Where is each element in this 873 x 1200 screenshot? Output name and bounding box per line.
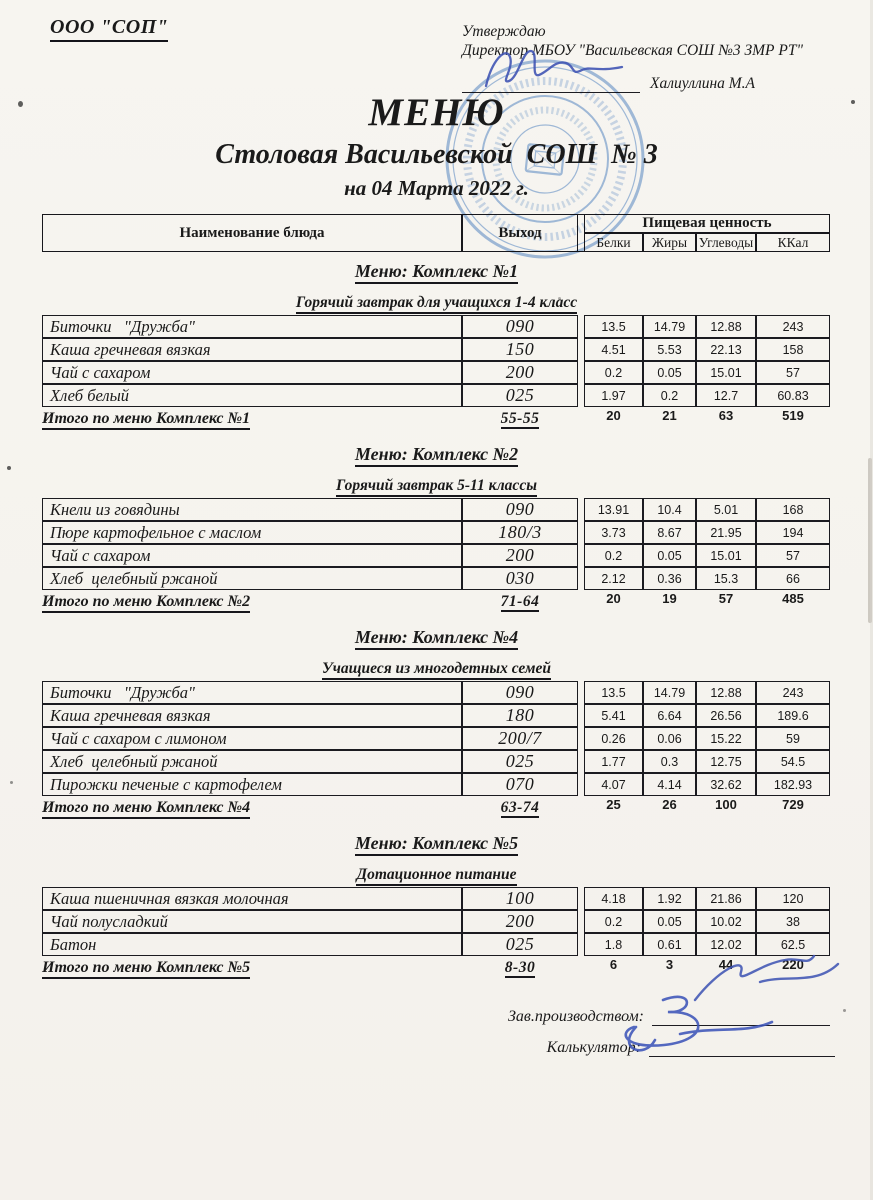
portion-output: 180/3 [462,521,578,544]
kcal-value: 57 [756,361,830,384]
protein-value: 1.77 [584,750,643,773]
total-label: Итого по меню Комплекс №5 [42,956,462,977]
dish-name: Батон [42,933,462,956]
menu-table-header [42,214,873,252]
total-carbs: 100 [715,797,737,812]
carbs-value: 32.62 [696,773,756,796]
total-label: Итого по меню Комплекс №4 [42,796,462,817]
carbs-value: 15.01 [696,361,756,384]
dish-name: Хлеб целебный ржаной [42,750,462,773]
carbs-value: 5.01 [696,498,756,521]
dish-name: Пирожки печеные с картофелем [42,773,462,796]
carbs-value: 10.02 [696,910,756,933]
protein-value: 1.97 [584,384,643,407]
carbs-value: 12.88 [696,315,756,338]
section-subtitle: Дотационное питание [0,866,873,883]
protein-value: 4.51 [584,338,643,361]
portion-output: 100 [462,887,578,910]
production-signature-line [652,1012,830,1026]
carbs-value: 22.13 [696,338,756,361]
menu-table [42,681,873,796]
menu-row [42,933,873,956]
menu-row [42,773,873,796]
col-header-dish: Наименование блюда [42,214,462,252]
production-manager-label: Зав.производством: [507,1008,644,1025]
dish-name: Биточки "Дружба" [42,681,462,704]
portion-output: 070 [462,773,578,796]
dish-name: Каша гречневая вязкая [42,338,462,361]
total-output: 71-64 [500,593,540,610]
dish-name: Хлеб белый [42,384,462,407]
dish-name: Чай с сахаром [42,361,462,384]
menu-row [42,315,873,338]
total-output: 8-30 [504,959,536,976]
total-fat: 3 [665,957,674,972]
kcal-value: 66 [756,567,830,590]
menu-row [42,498,873,521]
menu-row [42,887,873,910]
fat-value: 0.36 [643,567,696,590]
portion-output: 090 [462,315,578,338]
protein-value: 13.91 [584,498,643,521]
menu-table [42,498,873,590]
fat-value: 14.79 [643,315,696,338]
dish-name: Каша гречневая вязкая [42,704,462,727]
title-block [0,0,873,201]
menu-row [42,361,873,384]
document-title: МЕНЮ [368,91,505,134]
fat-value: 4.14 [643,773,696,796]
total-label: Итого по меню Комплекс №2 [42,590,462,611]
kcal-value: 168 [756,498,830,521]
total-protein: 20 [606,408,621,423]
fat-value: 0.06 [643,727,696,750]
dish-name: Чай с сахаром с лимоном [42,727,462,750]
total-kcal: 220 [782,957,804,972]
carbs-value: 15.3 [696,567,756,590]
portion-output: 200 [462,544,578,567]
portion-output: 200/7 [462,727,578,750]
dish-name: Чай с сахаром [42,544,462,567]
portion-output: 030 [462,567,578,590]
fat-value: 5.53 [643,338,696,361]
protein-value: 3.73 [584,521,643,544]
total-fat: 26 [662,797,677,812]
protein-value: 13.5 [584,315,643,338]
fat-value: 8.67 [643,521,696,544]
menu-row [42,338,873,361]
menu-row [42,681,873,704]
dish-name: Пюре картофельное с маслом [42,521,462,544]
carbs-value: 12.02 [696,933,756,956]
menu-total-row [42,590,873,614]
menu-section [0,444,873,614]
carbs-value: 15.01 [696,544,756,567]
menu-section [0,261,873,431]
approval-word: Утверждаю [462,23,546,40]
total-output: 55-55 [500,410,540,427]
protein-value: 2.12 [584,567,643,590]
approver-name: Халиуллина М.А [650,75,756,92]
protein-value: 0.2 [584,910,643,933]
kcal-value: 182.93 [756,773,830,796]
portion-output: 180 [462,704,578,727]
carbs-value: 12.7 [696,384,756,407]
section-title: Меню: Комплекс №4 [0,627,873,647]
col-header-nutrition: Пищевая ценность [584,214,830,233]
kcal-value: 189.6 [756,704,830,727]
kcal-value: 158 [756,338,830,361]
cafeteria-name: Столовая Васильевской СОШ № 3 [215,139,658,170]
carbs-value: 12.88 [696,681,756,704]
carbs-value: 21.86 [696,887,756,910]
approver-title: Директор МБОУ "Васильевская СОШ №3 ЗМР РТ" [462,42,803,59]
kcal-value: 57 [756,544,830,567]
portion-output: 150 [462,338,578,361]
kcal-value: 243 [756,315,830,338]
total-carbs: 57 [718,591,734,606]
menu-table [42,315,873,407]
menu-total-row [42,796,873,820]
menu-row [42,567,873,590]
carbs-value: 15.22 [696,727,756,750]
fat-value: 1.92 [643,887,696,910]
kcal-value: 194 [756,521,830,544]
total-protein: 20 [606,591,621,606]
total-fat: 21 [662,408,677,423]
section-subtitle: Горячий завтрак для учащихся 1-4 класс [0,294,873,311]
kcal-value: 38 [756,910,830,933]
dish-name: Чай полусладкий [42,910,462,933]
carbs-value: 12.75 [696,750,756,773]
portion-output: 200 [462,910,578,933]
scan-speck [10,781,13,784]
menu-row [42,704,873,727]
scan-speck [843,1009,846,1012]
portion-output: 025 [462,384,578,407]
scan-speck [558,297,561,300]
protein-value: 0.26 [584,727,643,750]
total-kcal: 519 [782,408,804,423]
portion-output: 025 [462,750,578,773]
fat-value: 14.79 [643,681,696,704]
total-carbs: 44 [718,957,734,972]
menu-date: на 04 Марта 2022 г. [344,176,529,200]
menu-row [42,384,873,407]
fat-value: 0.05 [643,910,696,933]
fat-value: 0.61 [643,933,696,956]
kcal-value: 120 [756,887,830,910]
protein-value: 4.18 [584,887,643,910]
menu-row [42,727,873,750]
kcal-value: 54.5 [756,750,830,773]
col-header-carbs: Углеводы [696,233,756,252]
kcal-value: 60.83 [756,384,830,407]
menu-total-row [42,407,873,431]
protein-value: 4.07 [584,773,643,796]
menu-row [42,910,873,933]
calculator-signature-line [649,1043,835,1057]
total-protein: 6 [609,957,618,972]
dish-name: Биточки "Дружба" [42,315,462,338]
menu-section [0,627,873,820]
fat-value: 0.05 [643,544,696,567]
total-output: 63-74 [500,799,540,816]
footer-signatures [0,996,873,1057]
dish-name: Кнели из говядины [42,498,462,521]
col-header-kcal: ККал [756,233,830,252]
dish-name: Хлеб целебный ржаной [42,567,462,590]
total-fat: 19 [662,591,677,606]
fat-value: 0.05 [643,361,696,384]
calculator-label: Калькулятор: [546,1039,641,1056]
fat-value: 10.4 [643,498,696,521]
total-label: Итого по меню Комплекс №1 [42,407,462,428]
col-header-protein: Белки [584,233,643,252]
menu-row [42,521,873,544]
section-title: Меню: Комплекс №5 [0,833,873,853]
scan-speck [7,466,11,470]
carbs-value: 21.95 [696,521,756,544]
organization-name: ООО "СОП" [50,16,168,42]
section-title: Меню: Комплекс №1 [0,261,873,281]
total-carbs: 63 [718,408,734,423]
protein-value: 0.2 [584,361,643,384]
section-title: Меню: Комплекс №2 [0,444,873,464]
kcal-value: 59 [756,727,830,750]
fat-value: 0.3 [643,750,696,773]
menu-sections [0,261,873,980]
kcal-value: 62.5 [756,933,830,956]
portion-output: 090 [462,498,578,521]
menu-row [42,750,873,773]
total-kcal: 729 [782,797,804,812]
dish-name: Каша пшеничная вязкая молочная [42,887,462,910]
section-subtitle: Горячий завтрак 5-11 классы [0,477,873,494]
menu-table [42,887,873,956]
menu-total-row [42,956,873,980]
menu-row [42,544,873,567]
fat-value: 0.2 [643,384,696,407]
total-kcal: 485 [782,591,804,606]
protein-value: 1.8 [584,933,643,956]
total-protein: 25 [606,797,621,812]
col-header-fat: Жиры [643,233,696,252]
portion-output: 200 [462,361,578,384]
col-header-output: Выход [462,214,578,252]
carbs-value: 26.56 [696,704,756,727]
fat-value: 6.64 [643,704,696,727]
menu-section [0,833,873,980]
section-subtitle: Учащиеся из многодетных семей [0,660,873,677]
protein-value: 5.41 [584,704,643,727]
portion-output: 025 [462,933,578,956]
protein-value: 13.5 [584,681,643,704]
portion-output: 090 [462,681,578,704]
protein-value: 0.2 [584,544,643,567]
kcal-value: 243 [756,681,830,704]
